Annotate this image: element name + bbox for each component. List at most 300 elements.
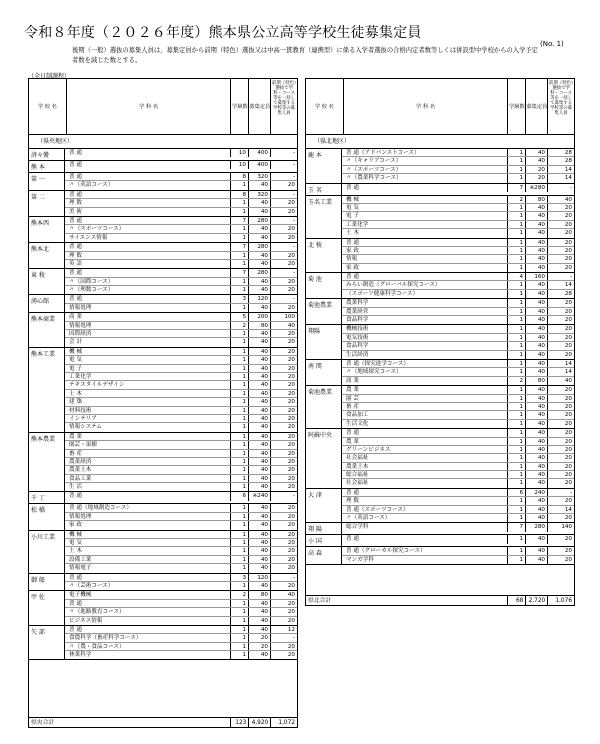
table-row	[65, 252, 297, 260]
dept-cell: 電 子	[342, 212, 508, 219]
table-body	[306, 149, 574, 595]
school-name: 翔 陽	[306, 523, 342, 534]
classes-cell: 1	[231, 304, 249, 312]
classes-cell: 1	[231, 398, 249, 405]
classes-cell: 2	[508, 377, 526, 385]
table-row	[65, 269, 297, 277]
school-name: 熊本商業	[29, 313, 65, 347]
total-row	[29, 717, 297, 727]
note-cell: 20	[564, 221, 572, 228]
capacity-cell: 40	[526, 157, 548, 164]
note-cell: 20	[287, 565, 295, 572]
total-note: 1,076	[555, 598, 573, 604]
dept-cell: 機 械	[342, 196, 508, 203]
table-row	[342, 149, 574, 157]
total-label: 県北合計	[306, 596, 508, 605]
table-row	[65, 191, 297, 199]
capacity-cell: 40	[249, 181, 271, 189]
dept-cell: 理 数	[342, 497, 508, 504]
table-row	[65, 531, 297, 539]
page-title: 令和８年度（２０２６年度）熊本県公立高等学校生徒募集定員	[24, 25, 422, 41]
school-name: 熊本農業	[29, 433, 65, 492]
classes-cell: 1	[508, 446, 526, 453]
school-name: 大 津	[306, 489, 342, 523]
classes-cell: 1	[231, 483, 249, 491]
classes-cell: 3	[231, 295, 249, 302]
table-row	[342, 547, 574, 555]
capacity-cell: 80	[526, 196, 548, 203]
dept-cell: 生活経済	[342, 351, 508, 359]
table-row	[342, 239, 574, 247]
table-row	[65, 208, 297, 216]
school-name: 菊池農業	[306, 299, 342, 324]
classes-cell: 1	[231, 513, 249, 520]
school-group	[29, 243, 297, 269]
classes-cell: 1	[231, 626, 249, 633]
dept-cell: 生活文化	[342, 420, 508, 428]
header-school: 学 校 名	[29, 79, 67, 134]
classes-cell: 1	[231, 466, 249, 473]
table-row	[65, 600, 297, 608]
school-group	[29, 217, 297, 243]
header-classes: 学級数	[231, 79, 249, 134]
note-cell: -	[292, 270, 295, 277]
note-cell: 20	[287, 182, 295, 189]
dept-cell: 建 築	[65, 398, 231, 405]
note-cell: 20	[564, 213, 572, 220]
dept-cell: 普 通	[65, 492, 231, 500]
dept-cell: ビジネス情報	[65, 617, 231, 625]
note-cell: 14	[564, 369, 572, 376]
table-row	[342, 420, 574, 428]
note-cell: 20	[287, 226, 295, 233]
capacity-cell: 40	[526, 446, 548, 453]
capacity-cell: 280	[249, 269, 271, 276]
classes-cell: 1	[231, 390, 249, 397]
dept-cell: 〃（農・食品コース）	[65, 643, 231, 650]
school-group	[29, 295, 297, 313]
school-group	[29, 574, 297, 592]
school-name: 小川工業	[29, 531, 65, 573]
classes-cell: 1	[231, 225, 249, 232]
classes-cell: 1	[231, 260, 249, 268]
dept-cell: 普 通（地域創造コース）	[65, 504, 231, 511]
dept-cell: 機械技術	[342, 325, 508, 332]
table-row	[342, 395, 574, 403]
dept-cell: 〃（英語コース）	[65, 181, 231, 189]
dept-cell: 電気技術	[342, 334, 508, 341]
dept-cell: 普 通	[65, 191, 231, 198]
school-name: 甲 佐	[29, 591, 65, 625]
table-row	[65, 521, 297, 529]
note-cell: 40	[564, 377, 572, 384]
note-cell: 20	[287, 540, 295, 547]
table-row	[65, 234, 297, 242]
note-cell: 100	[284, 314, 295, 321]
table-row	[65, 381, 297, 389]
table-row	[65, 574, 297, 582]
header-capacity: 募集定員	[526, 79, 548, 134]
table-row	[342, 514, 574, 522]
classes-cell: 1	[508, 420, 526, 428]
dept-cell: 〃（農業科学コース）	[342, 174, 508, 182]
capacity-cell: 40	[249, 390, 271, 397]
table-row	[65, 539, 297, 547]
capacity-cell: 40	[249, 260, 271, 268]
note-cell: 20	[287, 260, 295, 267]
note-cell: -	[292, 191, 295, 198]
note-cell: 14	[564, 506, 572, 513]
table-row	[342, 255, 574, 263]
dept-cell: 情報システム	[65, 423, 231, 431]
table-row	[65, 330, 297, 338]
note-cell: -	[569, 184, 572, 191]
classes-cell: 8	[231, 191, 249, 198]
school-name: 小 国	[306, 535, 342, 546]
note-cell: -	[569, 274, 572, 281]
classes-cell: 1	[231, 278, 249, 285]
capacity-cell: 20	[526, 166, 548, 173]
note-cell: 20	[564, 204, 572, 211]
table-row	[65, 149, 297, 157]
table-row	[342, 463, 574, 471]
dept-cell: 食品科学	[342, 342, 508, 349]
note-cell: 20	[287, 475, 295, 482]
school-name: 第 二	[29, 191, 65, 216]
school-name: 済々黌	[29, 149, 65, 160]
classes-cell: 2	[231, 591, 249, 598]
note-cell: 20	[287, 548, 295, 555]
school-name: 北 稜	[306, 239, 342, 273]
capacity-cell: 40	[249, 531, 271, 538]
capacity-cell: 40	[249, 539, 271, 546]
school-group	[306, 239, 574, 274]
school-name: 矢 部	[29, 626, 65, 660]
classes-cell: 4	[508, 273, 526, 280]
table-row	[65, 304, 297, 312]
capacity-cell: 320	[249, 173, 271, 180]
capacity-cell: 320	[249, 191, 271, 198]
classes-cell: 1	[231, 208, 249, 216]
dept-cell: 普 通	[65, 295, 231, 302]
dept-cell: 普 通（探究進学コース）	[342, 360, 508, 367]
dept-cell: 食農科学（畜産科学コース）	[65, 634, 231, 641]
note-cell: 20	[564, 230, 572, 237]
capacity-cell: 120	[249, 295, 271, 302]
school-group	[306, 535, 574, 547]
capacity-cell: 40	[249, 330, 271, 337]
dept-cell: 生 活	[65, 483, 231, 491]
note-cell: 20	[287, 643, 295, 650]
dept-cell: 普 通	[65, 626, 231, 633]
dept-cell: 農業経済	[65, 458, 231, 465]
table-row	[342, 438, 574, 446]
dept-cell: 園 芸	[342, 395, 508, 402]
dept-cell: 普 通	[65, 600, 231, 607]
table-row	[65, 390, 297, 398]
note-cell: 20	[564, 308, 572, 315]
note-cell: 14	[564, 175, 572, 182]
note-cell: 20	[287, 467, 295, 474]
table-row	[342, 204, 574, 212]
capacity-cell: 40	[249, 365, 271, 372]
capacity-cell: 40	[249, 651, 271, 659]
dept-cell: インテリア	[65, 415, 231, 422]
table-row	[65, 407, 297, 415]
dept-cell: 家 政	[65, 521, 231, 529]
dept-cell: 電子機械	[65, 591, 231, 598]
capacity-cell: 120	[249, 574, 271, 581]
total-capacity: 2,720	[526, 596, 548, 605]
note-cell: -	[292, 296, 295, 303]
dept-cell: 〃（スポーツコース）	[65, 225, 231, 232]
note-cell: 20	[564, 403, 572, 410]
table-row	[65, 356, 297, 364]
dept-cell: 工業化学	[65, 373, 231, 380]
classes-cell: 1	[231, 582, 249, 590]
table-row	[65, 173, 297, 181]
capacity-cell: 80	[249, 322, 271, 329]
classes-cell: 1	[508, 395, 526, 402]
note-cell: 20	[287, 505, 295, 512]
table-row	[65, 617, 297, 625]
capacity-cell: 40	[249, 441, 271, 448]
note-cell: 20	[564, 239, 572, 246]
table-row	[65, 564, 297, 572]
table-row	[65, 433, 297, 441]
capacity-cell: 40	[526, 403, 548, 410]
capacity-cell: 40	[249, 466, 271, 473]
table-row	[342, 342, 574, 350]
table-row	[342, 446, 574, 454]
table-row	[65, 161, 297, 169]
school-name: 熊本工業	[29, 348, 65, 432]
capacity-cell: 40	[526, 316, 548, 324]
capacity-cell: 80	[249, 591, 271, 598]
table-row	[65, 547, 297, 555]
classes-cell: 1	[508, 368, 526, 375]
note-cell: 40	[287, 592, 295, 599]
capacity-cell: 40	[526, 429, 548, 436]
table-row	[342, 290, 574, 298]
table-row	[65, 466, 297, 474]
school-name: 第 一	[29, 173, 65, 190]
dept-cell: 畜 産	[65, 450, 231, 457]
classes-cell: 1	[231, 356, 249, 363]
school-name: 菊池農業	[306, 386, 342, 428]
header-dept: 学 科 名	[344, 79, 509, 134]
table-row	[65, 286, 297, 294]
capacity-cell: 40	[526, 471, 548, 478]
note-cell: 20	[564, 548, 572, 555]
dept-cell: 普 通	[342, 273, 508, 280]
classes-cell: 10	[231, 149, 249, 157]
capacity-cell: 40	[526, 463, 548, 470]
dept-cell: 国際経済	[65, 330, 231, 337]
table-row	[342, 377, 574, 385]
note-cell: 20	[287, 433, 295, 440]
table-row	[342, 506, 574, 514]
note-cell: 20	[564, 387, 572, 394]
classes-cell: 1	[231, 441, 249, 448]
classes-cell: 1	[508, 479, 526, 487]
classes-cell: 1	[231, 617, 249, 625]
table-row	[65, 243, 297, 251]
table-row	[65, 504, 297, 512]
capacity-cell: 40	[249, 407, 271, 414]
classes-cell: 1	[231, 564, 249, 572]
note-cell: 20	[564, 455, 572, 462]
table-row	[65, 626, 297, 634]
school-name: 御 船	[29, 574, 65, 591]
dept-cell: 〃（理数コース）	[65, 286, 231, 294]
classes-cell: 6	[508, 489, 526, 496]
region-label: （県北地区）	[306, 135, 574, 149]
classes-cell: 1	[231, 547, 249, 554]
school-group	[29, 161, 297, 173]
dept-cell: みらい創造（グローバル探究コース）	[342, 281, 508, 288]
note-cell: 20	[287, 373, 295, 380]
classes-cell: 1	[231, 643, 249, 650]
capacity-cell: 40	[526, 479, 548, 487]
school-name: 鹿 本	[306, 149, 342, 183]
dept-cell: 普 通	[65, 574, 231, 581]
classes-cell: 1	[508, 299, 526, 306]
capacity-cell: 40	[249, 564, 271, 572]
capacity-cell: 40	[526, 204, 548, 211]
capacity-cell: 40	[249, 199, 271, 206]
capacity-cell: 40	[249, 348, 271, 355]
dept-cell: 農業土木	[65, 466, 231, 473]
capacity-cell: 40	[249, 373, 271, 380]
dept-cell: 〃（英語コース）	[342, 514, 508, 522]
table-row	[65, 365, 297, 373]
note-cell: 14	[564, 166, 572, 173]
note-cell: 20	[287, 278, 295, 285]
total-classes: 68	[508, 596, 526, 605]
note-cell: 20	[564, 556, 572, 563]
capacity-cell: 40	[249, 225, 271, 232]
table-row	[342, 229, 574, 237]
capacity-cell: 40	[249, 286, 271, 294]
school-name: 玉 名	[306, 184, 342, 195]
note-cell: -	[292, 244, 295, 251]
capacity-cell: 40	[249, 234, 271, 242]
school-group	[29, 191, 297, 217]
classes-cell: 2	[231, 322, 249, 329]
table-row	[65, 492, 297, 500]
table-header	[306, 79, 574, 135]
classes-cell: 1	[231, 423, 249, 431]
classes-cell: 1	[231, 539, 249, 546]
classes-cell: 1	[508, 411, 526, 418]
classes-cell: 1	[231, 634, 249, 641]
table-row	[342, 247, 574, 255]
dept-cell: 食品工業	[65, 475, 231, 482]
school-group	[306, 273, 574, 299]
capacity-cell: 40	[249, 504, 271, 511]
capacity-cell: 20	[526, 174, 548, 182]
table-row	[65, 322, 297, 330]
classes-cell: 1	[508, 281, 526, 288]
capacity-cell: 40	[526, 454, 548, 461]
header-classes: 学級数	[508, 79, 526, 134]
table-row	[65, 181, 297, 189]
note-cell: 20	[564, 438, 572, 445]
total-capacity: 4,920	[249, 718, 271, 727]
classes-cell: 1	[508, 556, 526, 564]
capacity-cell: 40	[526, 351, 548, 359]
table-row	[65, 582, 297, 590]
note-cell: -	[569, 489, 572, 496]
dept-cell: 普 通	[342, 184, 508, 192]
dept-cell: 機 械	[65, 531, 231, 538]
total-row	[306, 595, 574, 605]
school-name: 東 稜	[29, 269, 65, 294]
note-cell: 20	[287, 382, 295, 389]
dept-cell: 電 気	[342, 204, 508, 211]
capacity-cell: 40	[526, 255, 548, 262]
classes-cell: 1	[231, 286, 249, 294]
school-group	[29, 504, 297, 530]
dept-cell: 普 通	[342, 239, 508, 246]
dept-cell: 土 木	[65, 390, 231, 397]
table-row	[342, 489, 574, 497]
classes-cell: 1	[508, 255, 526, 262]
table-row	[342, 497, 574, 505]
school-group	[29, 591, 297, 626]
capacity-cell: 200	[249, 313, 271, 320]
school-group	[29, 531, 297, 574]
header-school: 学 校 名	[306, 79, 344, 134]
table-row	[65, 458, 297, 466]
classes-cell: 1	[508, 547, 526, 554]
region-label: （県央地区）	[29, 135, 297, 149]
capacity-cell: 40	[249, 338, 271, 346]
classes-cell: 10	[231, 161, 249, 169]
table-row	[65, 313, 297, 321]
dept-cell: 情報電子	[65, 564, 231, 572]
dept-cell: グリーンビジネス	[342, 446, 508, 453]
school-group	[29, 173, 297, 191]
note-cell: 28	[564, 290, 572, 297]
classes-cell: 1	[508, 403, 526, 410]
note-cell: 20	[564, 395, 572, 402]
dept-cell: 普 通	[342, 535, 508, 543]
dept-cell: サイエンス情報	[65, 234, 231, 242]
table-row	[342, 166, 574, 174]
school-group	[29, 348, 297, 433]
school-name: 翔陽	[306, 325, 342, 359]
note-cell: 20	[287, 513, 295, 520]
classes-cell: 1	[231, 348, 249, 355]
dept-cell: 家 政	[342, 264, 508, 272]
classes-cell: 7	[508, 184, 526, 192]
capacity-cell: 40	[526, 514, 548, 522]
note-cell: 20	[287, 234, 295, 241]
capacity-cell: 40	[249, 475, 271, 482]
capacity-cell: 40	[249, 356, 271, 363]
classes-cell: 1	[231, 330, 249, 337]
school-name: 南 関	[306, 360, 342, 385]
classes-cell: 1	[508, 212, 526, 219]
capacity-cell: 40	[526, 281, 548, 288]
table-row	[342, 471, 574, 479]
header-dept: 学 科 名	[67, 79, 232, 134]
table-row	[65, 278, 297, 286]
school-group	[29, 626, 297, 661]
classes-cell: 1	[231, 252, 249, 259]
